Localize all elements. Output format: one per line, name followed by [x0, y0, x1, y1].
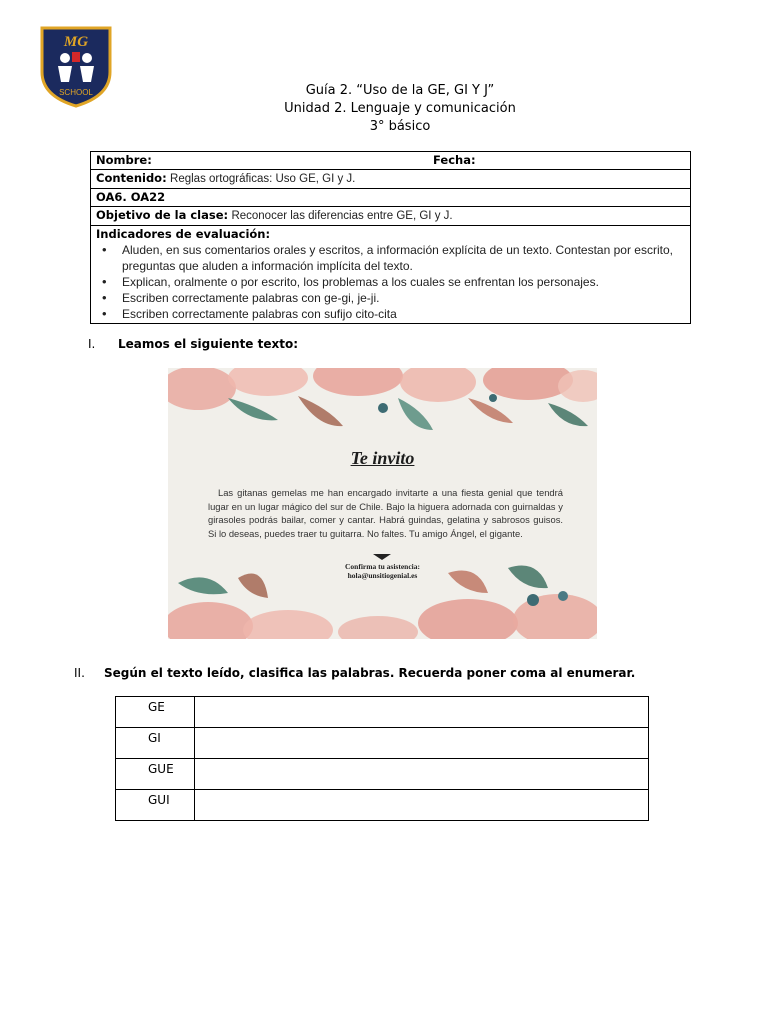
table-row: [116, 790, 649, 821]
answer-cell-gue[interactable]: [195, 759, 649, 790]
indicators-list: [96, 242, 685, 322]
answer-cell-gui[interactable]: [195, 790, 649, 821]
content-label: Contenido:: [96, 171, 167, 185]
invitation-text: Las gitanas gemelas me han encargado invitarte a una fiesta genial que tendrá lugar en un lugar mágico del sur de Chile. Bajo la higuera adornada con guirnaldas y girasoles podrás bailar, comer y cantar. Habrá guindas, gelatina y sabrosos guisos. Si lo deseas, puedes traer tu guitarra. No faltes. Tu amigo Ángel, el gigante.: [208, 487, 563, 539]
indicator-item: • Explican, oralmente o por escrito, los problemas a los cuales se enfrentan los personajes.: [122, 274, 685, 290]
objective-row: [91, 207, 690, 226]
indicator-item: • Aluden, en sus comentarios orales y escritos, a información explícita de un texto. Contestan por escrito, preguntas que aluden a información implícita del texto.: [122, 242, 685, 274]
section-1-number: I.: [88, 337, 96, 351]
answer-cell-ge[interactable]: [195, 697, 649, 728]
content-value: Reglas ortográficas: Uso GE, GI y J.: [170, 173, 356, 185]
logo-caption: SCHOOL: [59, 88, 93, 97]
section-2-heading: [74, 666, 635, 680]
invitation-confirm: [168, 562, 597, 580]
row-label-gi: GI: [116, 728, 195, 759]
answer-cell-gi[interactable]: [195, 728, 649, 759]
indicator-item: • Escriben correctamente palabras con ge-gi, je-ji.: [122, 290, 685, 306]
objective-label: Objetivo de la clase:: [96, 208, 229, 222]
objective-value: Reconocer las diferencias entre GE, GI y J.: [231, 210, 453, 222]
section-2-text: Según el texto leído, clasifica las palabras. Recuerda poner coma al enumerar.: [104, 666, 636, 680]
table-row: [116, 728, 649, 759]
row-label-ge: GE: [116, 697, 195, 728]
oa-row: [91, 189, 690, 207]
indicator-item: • Escriben correctamente palabras con sufijo cito-cita: [122, 306, 685, 322]
arrow-down-icon: [373, 554, 391, 560]
section-1-heading: [88, 337, 298, 351]
name-date-row: [91, 152, 690, 170]
indicators-row: [91, 226, 690, 323]
logo-initials: MG: [63, 34, 89, 50]
confirm-line-1: Confirma tu asistencia:: [345, 562, 420, 571]
invitation-title: Te invito: [350, 448, 415, 468]
content-row: [91, 170, 690, 189]
section-1-text: Leamos el siguiente texto:: [118, 337, 299, 351]
date-label: Fecha:: [433, 153, 476, 167]
section-2-number: II.: [74, 666, 85, 680]
title-line-1: Guía 2. “Uso de la GE, GI Y J”: [305, 83, 495, 98]
document-title: [200, 82, 600, 136]
oa-codes: OA6. OA22: [96, 190, 166, 204]
table-row: [116, 697, 649, 728]
classification-table: [115, 696, 649, 821]
info-table: [90, 151, 691, 324]
confirm-email: hola@unsitiogenial.es: [347, 571, 418, 580]
invitation-card: [168, 368, 597, 639]
indicators-label: Indicadores de evaluación:: [96, 227, 271, 241]
table-row: [116, 759, 649, 790]
title-line-2: Unidad 2. Lenguaje y comunicación: [284, 101, 516, 116]
school-logo: [38, 22, 114, 108]
row-label-gui: GUI: [116, 790, 195, 821]
name-label: Nombre:: [96, 153, 152, 167]
title-line-3: 3° básico: [369, 119, 431, 134]
row-label-gue: GUE: [116, 759, 195, 790]
